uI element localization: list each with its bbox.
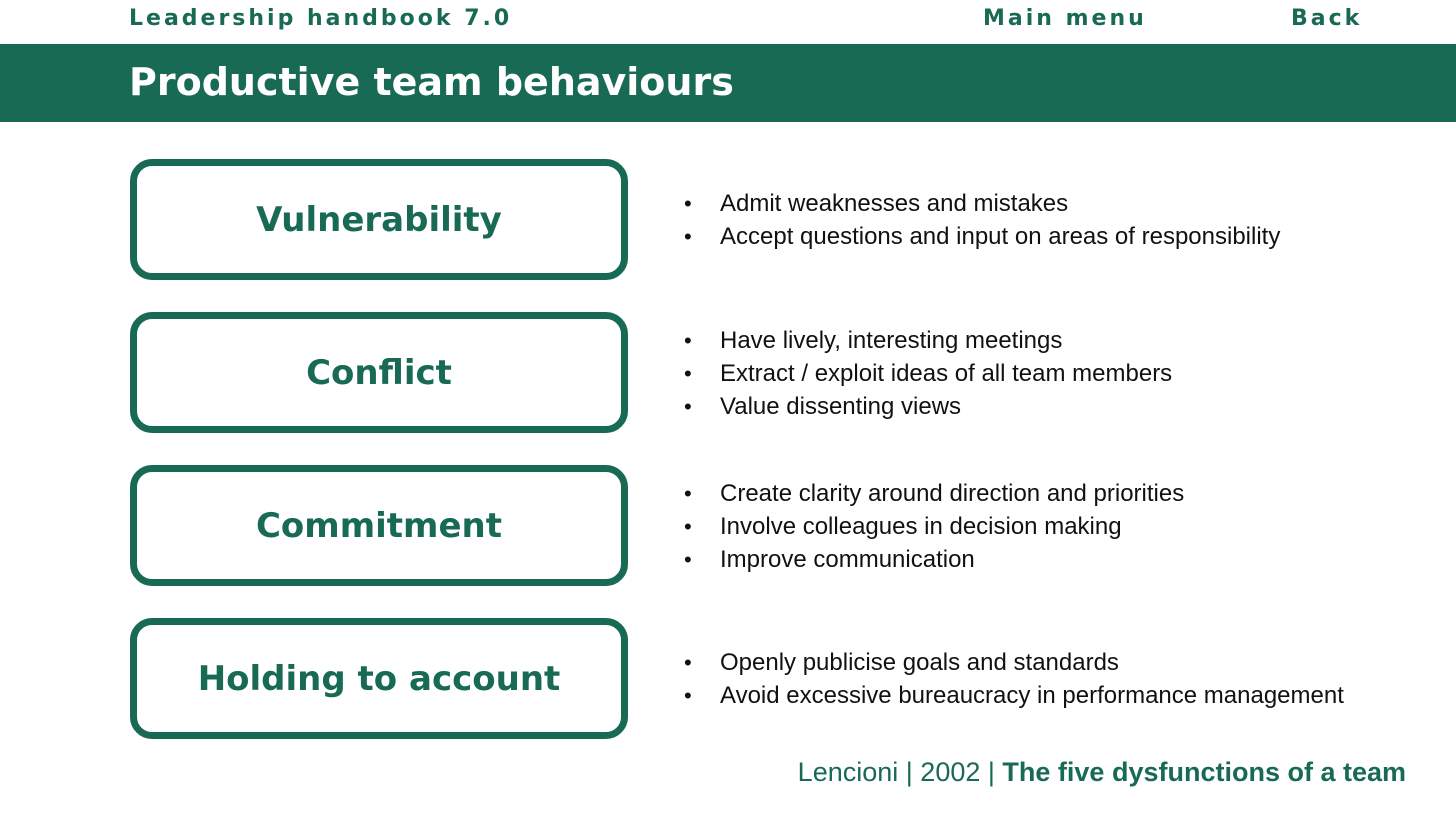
title-banner	[0, 44, 1456, 122]
behaviour-bullet-list	[682, 324, 1172, 423]
bullet-dot-icon: •	[684, 481, 692, 506]
bullet-dot-icon: •	[684, 514, 692, 539]
bullet-item	[682, 510, 1184, 543]
behaviour-label: Commitment	[255, 505, 503, 546]
bullet-dot-icon: •	[684, 224, 692, 249]
bullet-text: Involve colleagues in decision making	[720, 513, 1122, 540]
bullet-item	[682, 220, 1280, 253]
bullet-dot-icon: •	[684, 650, 692, 675]
behaviour-label: Conflict	[306, 352, 452, 393]
bullet-item	[682, 357, 1172, 390]
bullet-item	[682, 543, 1184, 576]
top-navigation	[0, 0, 1456, 44]
main-menu-link[interactable]: Main menu	[983, 6, 1147, 31]
bullet-dot-icon: •	[684, 361, 692, 386]
bullet-item	[682, 679, 1344, 712]
citation-separator: |	[987, 757, 995, 787]
behaviour-bullet-list	[682, 646, 1344, 712]
bullet-item	[682, 324, 1172, 357]
citation-title: The five dysfunctions of a team	[1002, 757, 1406, 787]
source-citation	[798, 757, 1406, 788]
bullet-dot-icon: •	[684, 328, 692, 353]
behaviour-label: Vulnerability	[256, 199, 502, 240]
behaviour-box-commitment	[130, 465, 628, 586]
behaviour-bullet-list	[682, 187, 1280, 253]
bullet-dot-icon: •	[684, 547, 692, 572]
bullet-text: Avoid excessive bureaucracy in performance management	[720, 682, 1344, 709]
bullet-dot-icon: •	[684, 191, 692, 216]
bullet-text: Admit weaknesses and mistakes	[720, 190, 1069, 217]
bullet-text: Improve communication	[720, 546, 975, 573]
bullet-item	[682, 646, 1344, 679]
bullet-text: Accept questions and input on areas of responsibility	[720, 223, 1281, 250]
bullet-text: Openly publicise goals and standards	[720, 649, 1119, 676]
behaviour-label: Holding to account	[197, 658, 561, 699]
bullet-text: Value dissenting views	[720, 393, 962, 420]
bullet-item	[682, 187, 1280, 220]
bullet-item	[682, 477, 1184, 510]
bullet-text: Create clarity around direction and priorities	[720, 480, 1185, 507]
citation-year: 2002	[920, 757, 981, 787]
bullet-text: Have lively, interesting meetings	[720, 327, 1063, 354]
behaviour-box-conflict	[130, 312, 628, 433]
back-link[interactable]: Back	[1291, 6, 1363, 31]
bullet-text: Extract / exploit ideas of all team members	[720, 360, 1173, 387]
behaviour-box-vulnerability	[130, 159, 628, 280]
handbook-title: Leadership handbook 7.0	[129, 6, 513, 31]
citation-separator: |	[905, 757, 913, 787]
page-title: Productive team behaviours	[129, 60, 734, 104]
bullet-dot-icon: •	[684, 394, 692, 419]
bullet-item	[682, 390, 1172, 423]
citation-author: Lencioni	[797, 757, 899, 787]
behaviour-box-holding-to-account	[130, 618, 628, 739]
behaviour-bullet-list	[682, 477, 1184, 576]
bullet-dot-icon: •	[684, 683, 692, 708]
